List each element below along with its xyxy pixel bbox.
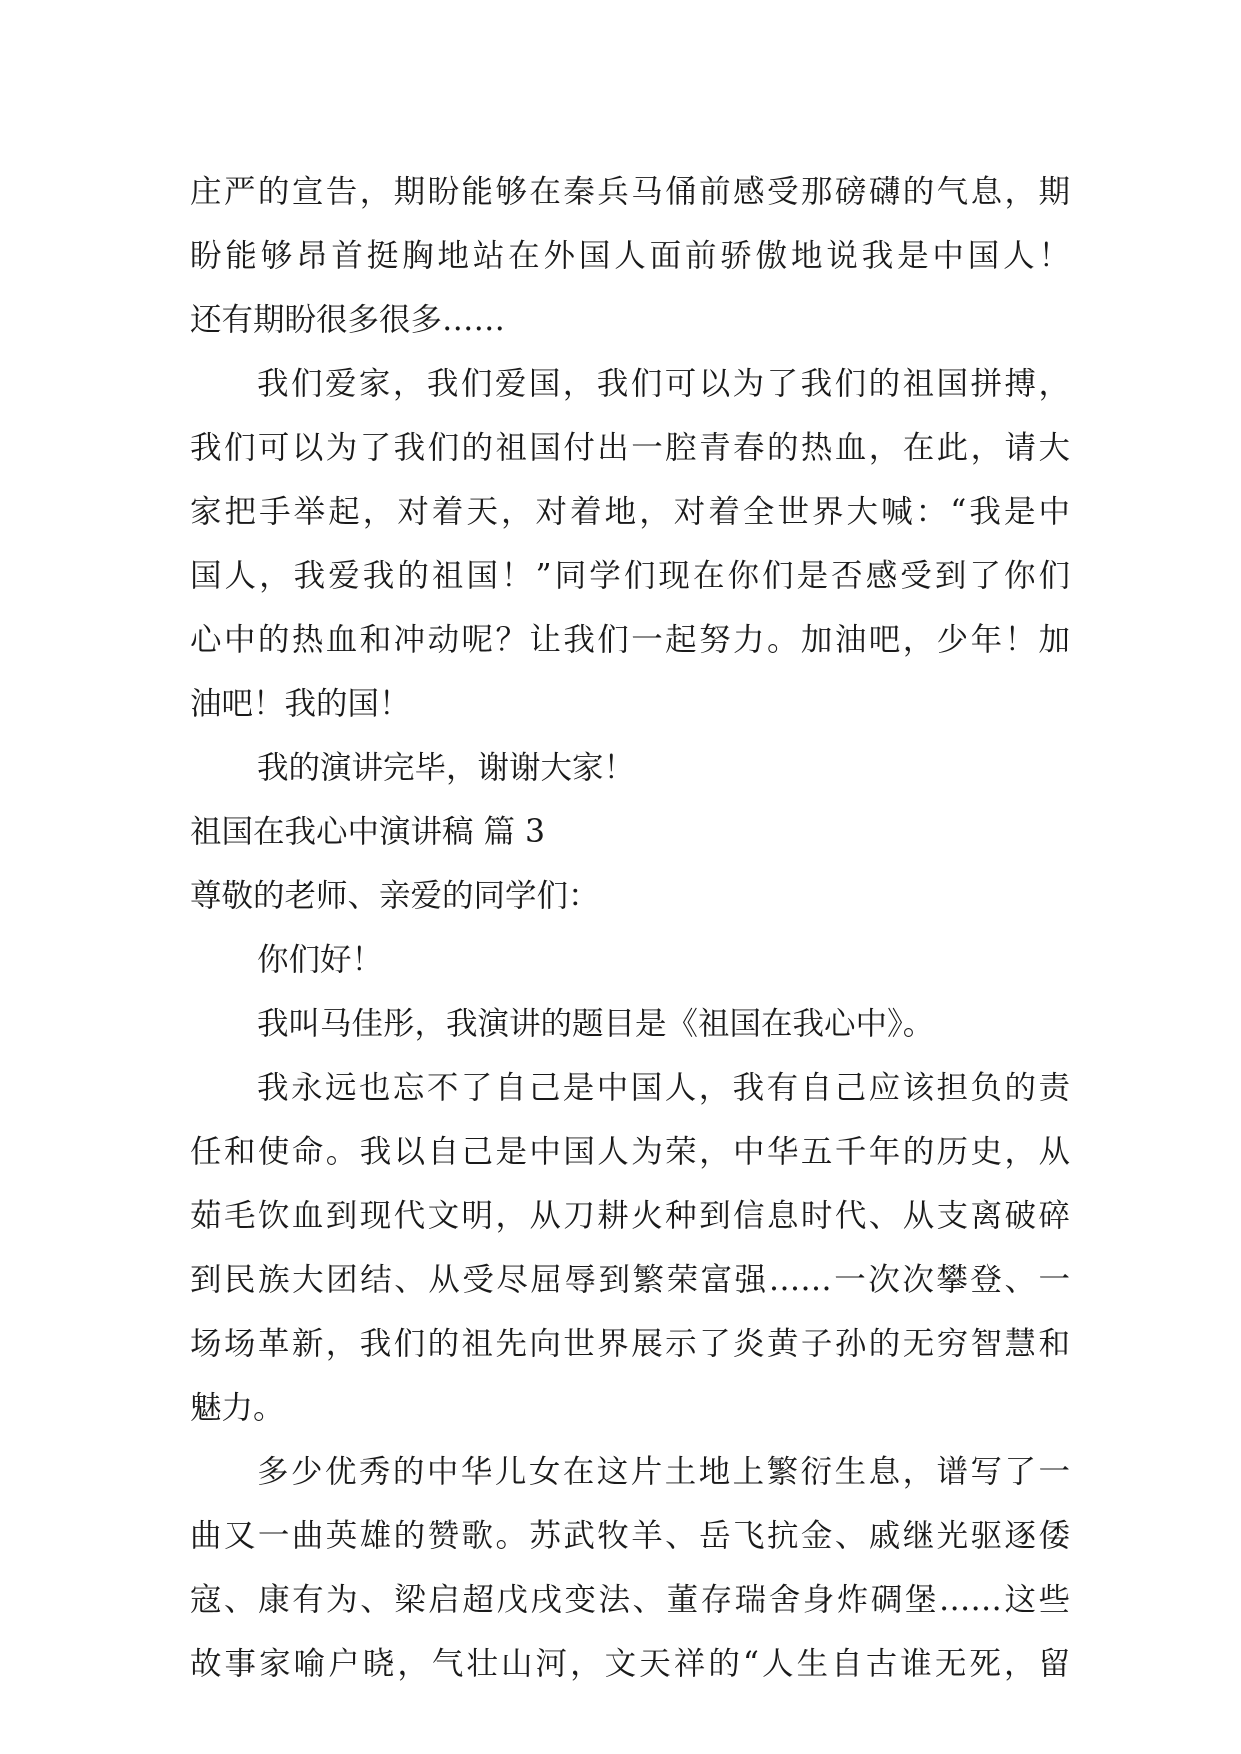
document-body	[190, 160, 1070, 1696]
text-line: 寇、康有为、梁启超戊戌变法、董存瑞舍身炸碉堡……这些	[190, 1582, 1070, 1618]
text-line: 茹毛饮血到现代文明，从刀耕火种到信息时代、从支离破碎	[190, 1198, 1070, 1234]
text-line: 场场革新，我们的祖先向世界展示了炎黄子孙的无穷智慧和	[190, 1326, 1070, 1362]
text-line: 任和使命。我以自己是中国人为荣，中华五千年的历史，从	[190, 1134, 1070, 1170]
text-line: 我的演讲完毕，谢谢大家！	[257, 750, 636, 786]
text-line: 家把手举起，对着天，对着地，对着全世界大喊：“我是中	[190, 494, 1070, 530]
text-line: 国人，我爱我的祖国！”同学们现在你们是否感受到了你们	[190, 558, 1070, 594]
text-line: 我们爱家，我们爱国，我们可以为了我们的祖国拼搏，	[257, 366, 1070, 402]
text-line: 故事家喻户晓，气壮山河，文天祥的“人生自古谁无死，留	[190, 1646, 1070, 1682]
text-line: 你们好！	[257, 942, 384, 978]
text-line: 油吧！我的国！	[190, 686, 411, 722]
text-line: 还有期盼很多很多……	[190, 302, 506, 338]
text-line: 盼能够昂首挺胸地站在外国人面前骄傲地说我是中国人！	[190, 238, 1070, 274]
text-line: 我叫马佳彤，我演讲的题目是《祖国在我心中》。	[257, 1006, 935, 1042]
text-line: 我永远也忘不了自己是中国人，我有自己应该担负的责	[257, 1070, 1070, 1106]
text-line: 我们可以为了我们的祖国付出一腔青春的热血，在此，请大	[190, 430, 1070, 466]
text-line: 魅力。	[190, 1390, 285, 1426]
section-heading: 祖国在我心中演讲稿 篇 3	[190, 814, 546, 850]
text-line: 多少优秀的中华儿女在这片土地上繁衍生息，谱写了一	[257, 1454, 1070, 1490]
text-line: 庄严的宣告，期盼能够在秦兵马俑前感受那磅礴的气息，期	[190, 174, 1070, 210]
text-line: 心中的热血和冲动呢？让我们一起努力。加油吧，少年！加	[190, 622, 1070, 658]
text-line: 曲又一曲英雄的赞歌。苏武牧羊、岳飞抗金、戚继光驱逐倭	[190, 1518, 1070, 1554]
text-line: 到民族大团结、从受尽屈辱到繁荣富强……一次次攀登、一	[190, 1262, 1070, 1298]
salutation: 尊敬的老师、亲爱的同学们：	[190, 878, 600, 914]
